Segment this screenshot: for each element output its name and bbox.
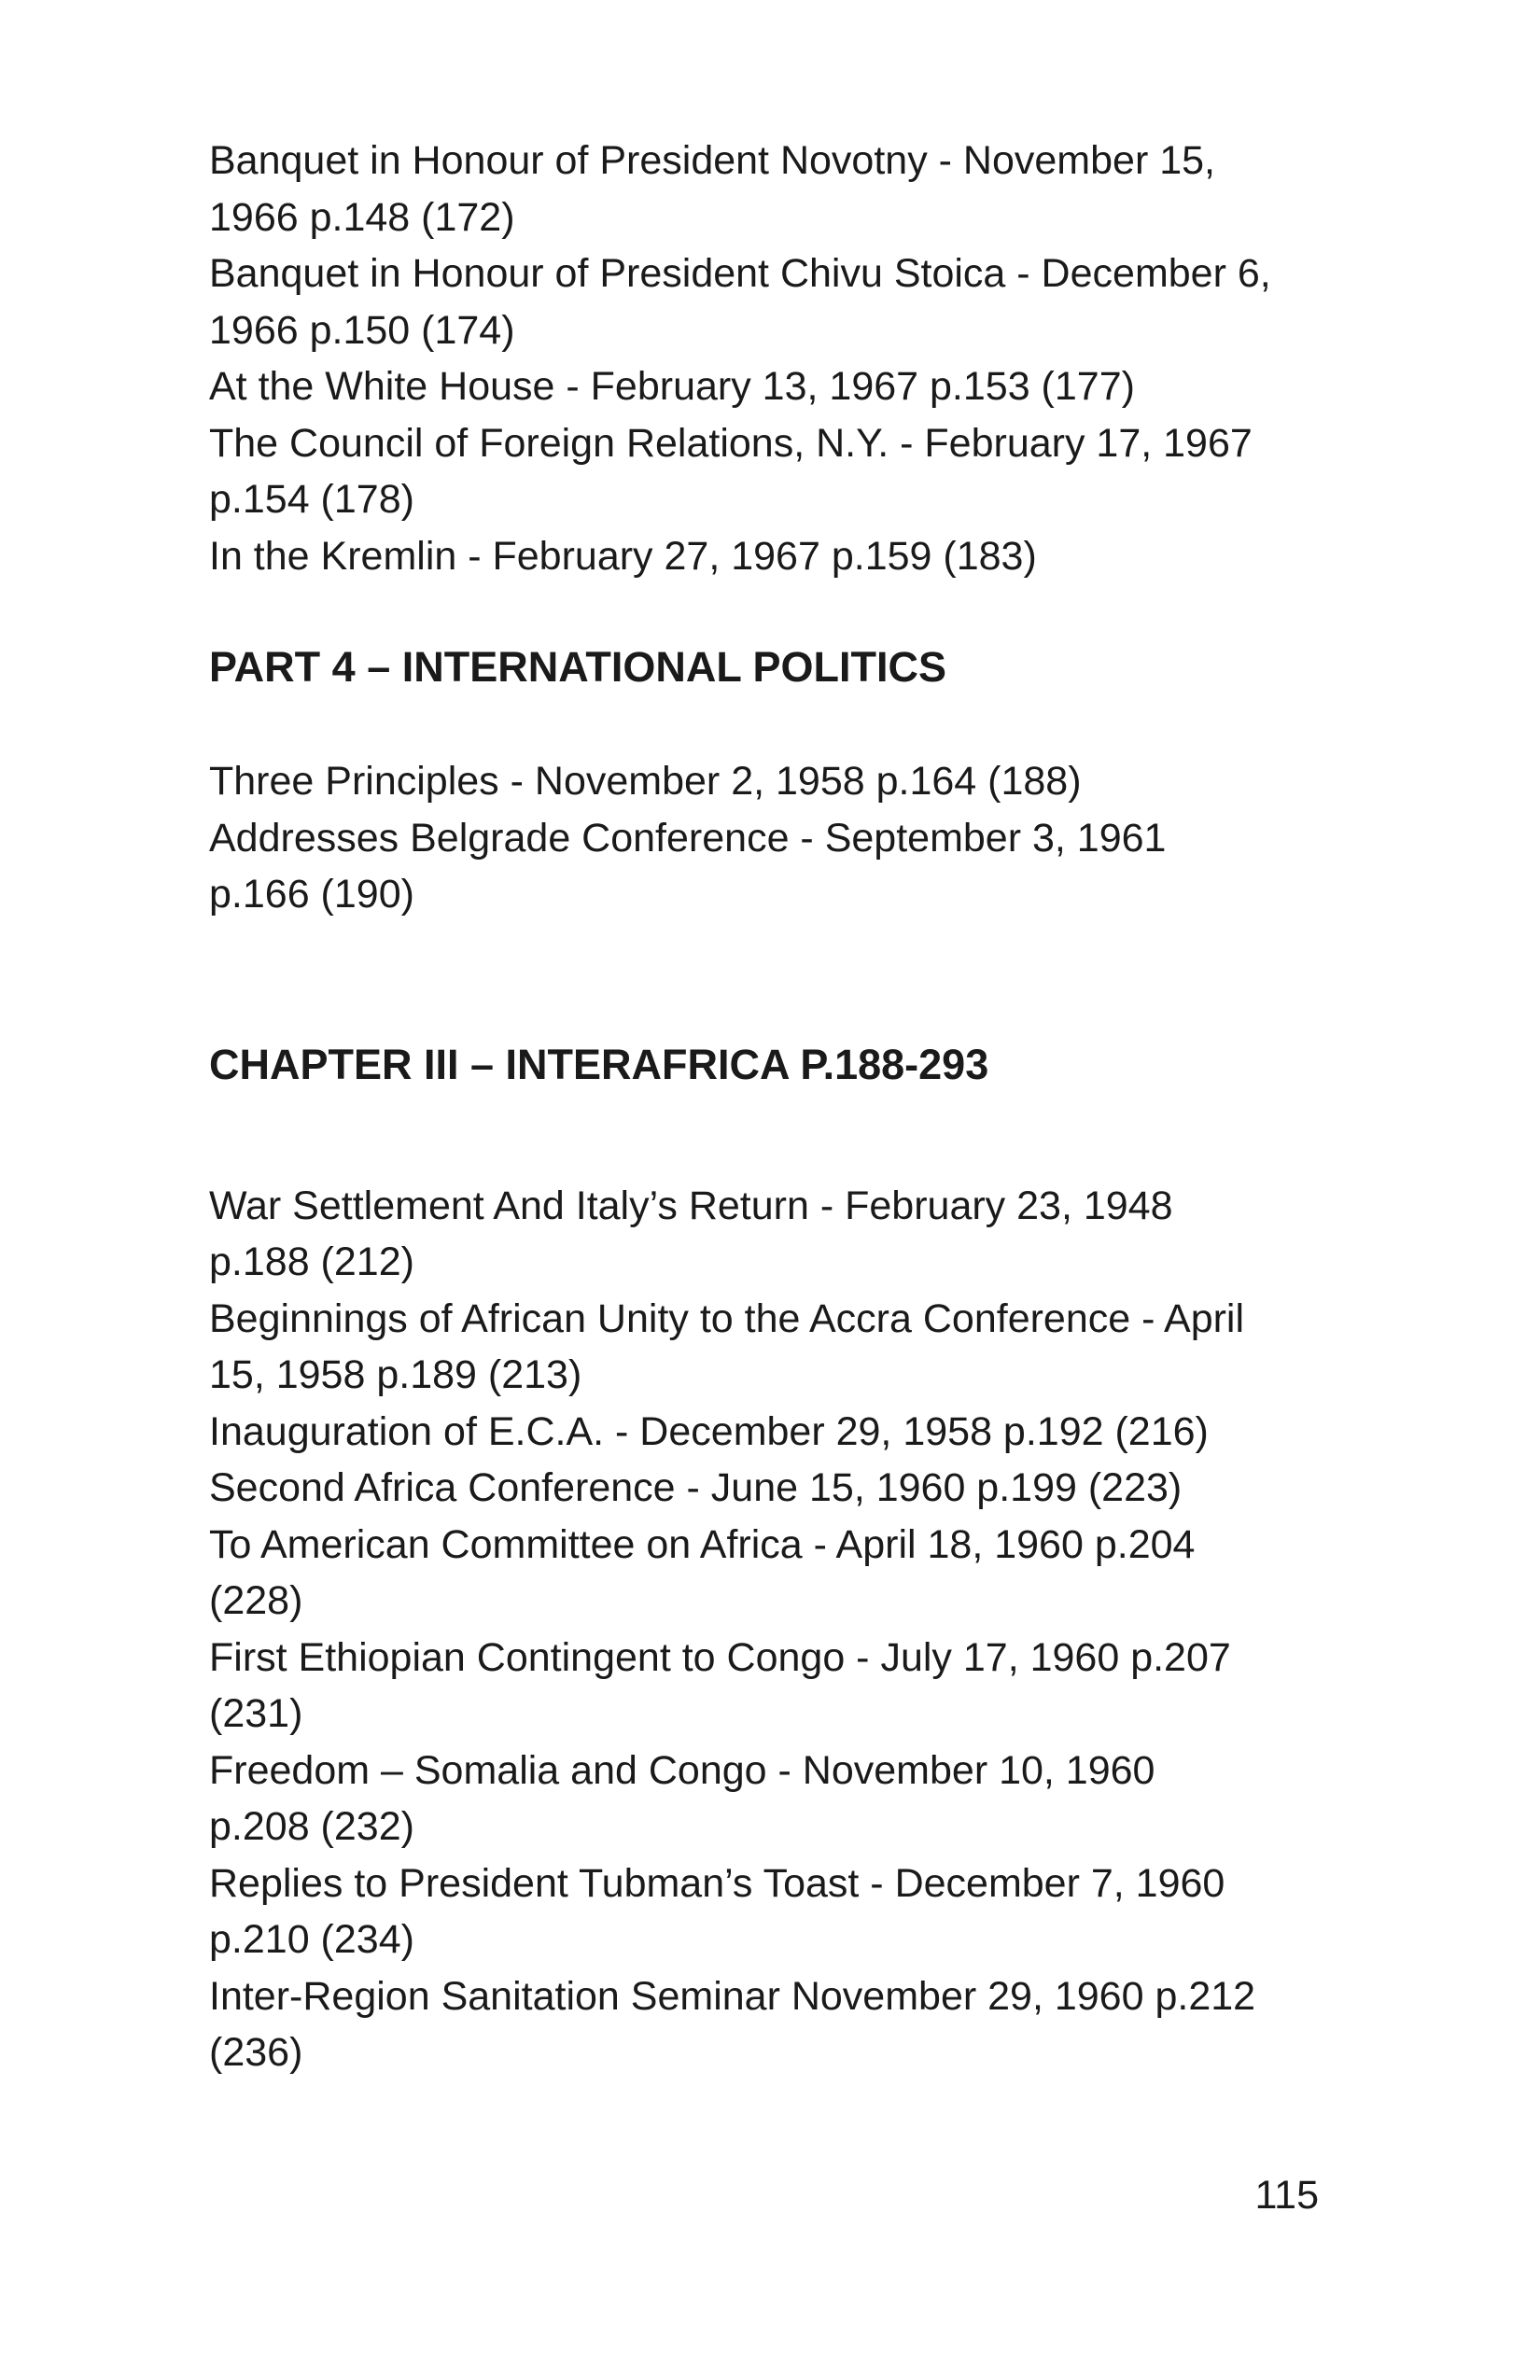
list-item: Beginnings of African Unity to the Accra Conference - April 15, 1958 p.189 (213): [209, 1295, 1245, 1397]
list-item: Freedom – Somalia and Congo - November 10, 1960 p.208 (232): [209, 1747, 1155, 1849]
list-item: Inauguration of E.C.A. - December 29, 1958 p.192 (216): [209, 1408, 1209, 1454]
list-item: First Ethiopian Contingent to Congo - July 17, 1960 p.207 (231): [209, 1634, 1231, 1736]
list-item: To American Committee on Africa - April 18, 1960 p.204 (228): [209, 1521, 1196, 1623]
list-item: Banquet in Honour of President Chivu Stoica - December 6, 1966 p.150 (174): [209, 251, 1271, 353]
part4-entry-list: [209, 753, 1329, 923]
list-item: Second Africa Conference - June 15, 1960 p.199 (223): [209, 1465, 1183, 1510]
list-item: Banquet in Honour of President Novotny - November 15, 1966 p.148 (172): [209, 138, 1215, 240]
list-item: Addresses Belgrade Conference - September 3, 1961 p.166 (190): [209, 815, 1167, 917]
chapter-heading: CHAPTER III – INTERAFRICA P.188-293: [209, 1040, 989, 1088]
list-item: Replies to President Tubman’s Toast - December 7, 1960 p.210 (234): [209, 1860, 1225, 1962]
list-item: Inter-Region Sanitation Seminar November 29, 1960 p.212 (236): [209, 1973, 1256, 2075]
page-number: 115: [1254, 2173, 1319, 2218]
list-item: In the Kremlin - February 27, 1967 p.159 (183): [209, 533, 1037, 579]
section-heading-part4: PART 4 – INTERNATIONAL POLITICS: [209, 643, 947, 691]
list-item: At the White House - February 13, 1967 p.153 (177): [209, 364, 1135, 409]
chapter3-entry-list: [209, 1178, 1329, 2081]
document-page: [209, 133, 1329, 2081]
list-item: War Settlement And Italy’s Return - February 23, 1948 p.188 (212): [209, 1183, 1173, 1284]
list-item: The Council of Foreign Relations, N.Y. - February 17, 1967 p.154 (178): [209, 420, 1253, 522]
list-item: Three Principles - November 2, 1958 p.164 (188): [209, 759, 1082, 804]
intro-entry-list: [209, 133, 1329, 584]
